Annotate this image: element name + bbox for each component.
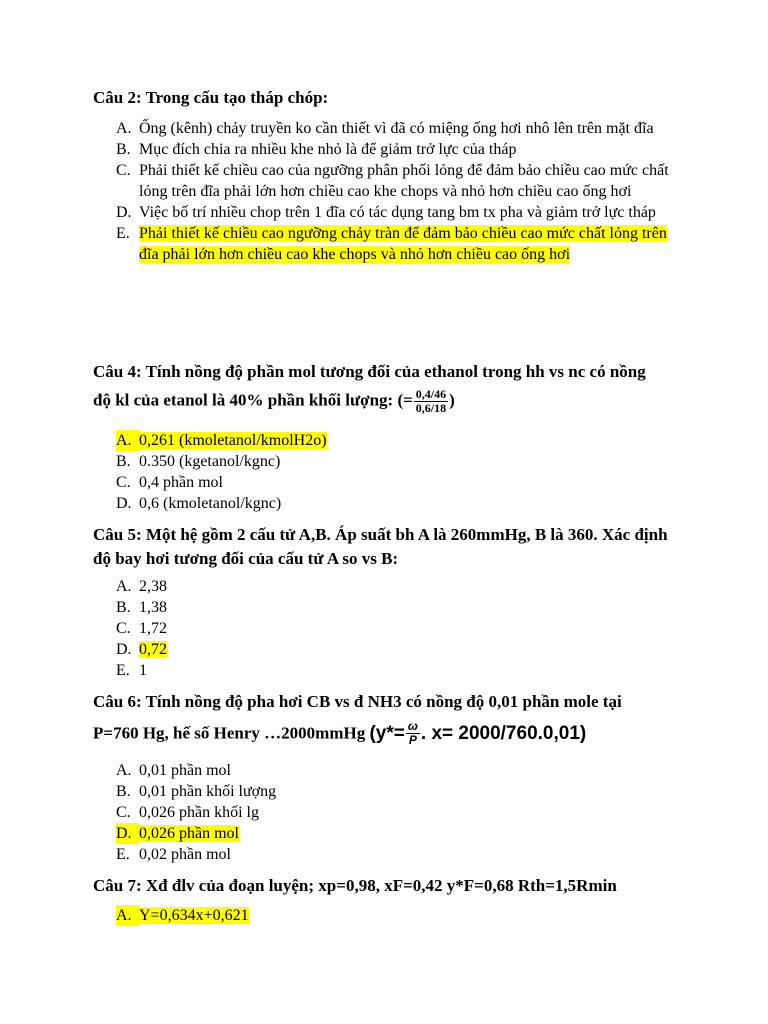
option-text: 0.350 (kgetanol/kgnc) [139,453,281,470]
option-item [116,802,684,823]
formula [369,719,587,747]
option-item [116,493,684,514]
option-text: Ống (kênh) chảy truyền ko cần thiết vì đã có miệng ống hơi nhô lên trên mặt đĩa [139,120,654,137]
option-item [116,576,684,597]
formula-end: . x= 2000/760.0,01) [420,722,587,744]
option-label: C. [116,620,131,637]
option-label: A. [116,430,139,451]
option-text: Mục đích chia ra nhiều khe nhỏ là để giảm trở lực của tháp [139,141,517,158]
option-text: Việc bố trí nhiều chop trên 1 đĩa có tác dụng tang bm tx pha và giảm trở lực tháp [139,204,656,221]
option-item-highlighted [116,223,684,265]
question-4-title [93,360,679,415]
option-text: 1 [139,662,147,679]
highlighted-answer: Phải thiết kế chiều cao ngưỡng chảy tràn để đảm bảo chiều cao mức chất lỏng trên đĩa phải lớn hơn chiều cao khe chops và nhỏ hơn chiều cao ống hơi [139,225,667,263]
question-5-title: Câu 5: Một hệ gồm 2 cấu tử A,B. Áp suất bh A là 260mmHg, B là 360. Xác định độ bay hơi tương đối của cấu tử A so vs B: [93,525,668,568]
option-label: D. [116,495,132,512]
option-label: D. [116,641,132,658]
option-item [116,451,684,472]
option-text: 1,38 [139,599,167,616]
option-item [116,160,684,202]
question-6-line2 [93,720,679,747]
option-item [116,618,684,639]
option-label: D. [116,823,139,844]
option-text: 0,4 phần mol [139,474,223,491]
option-item [116,472,684,493]
option-item [116,139,684,160]
highlighted-answer: Y=0,634x+0,621 [139,907,249,924]
close-paren: ) [449,390,455,410]
highlighted-answer: 0,026 phần mol [139,825,239,842]
option-text: 1,72 [139,620,167,637]
question-6-title [93,690,679,747]
option-label: B. [116,141,131,158]
question-6-line1: Câu 6: Tính nồng độ pha hơi CB vs đ NH3 có nồng độ 0,01 phần mole tại [93,692,622,711]
option-text: 0,026 phần khối lg [139,804,259,821]
option-item-highlighted [116,430,684,451]
option-label: A. [116,905,139,926]
fraction-denominator: 0,6/18 [415,401,447,415]
fraction-numerator: 0,4/46 [415,387,447,401]
option-item [116,597,684,618]
question-6-options [116,760,684,865]
option-item-highlighted [116,905,684,926]
question-4-line2 [93,388,679,415]
option-label: A. [116,762,132,779]
highlighted-answer: 0,72 [139,641,167,658]
option-label: B. [116,453,131,470]
fraction [414,388,448,415]
question-4-line1: Câu 4: Tính nồng độ phần mol tương đối của ethanol trong hh vs nc có nồng [93,362,646,381]
fraction [406,720,420,747]
option-text [139,223,684,265]
option-label: A. [116,120,132,137]
question-2-options [116,118,684,265]
option-text: 2,38 [139,578,167,595]
option-item-highlighted [116,639,684,660]
option-label: B. [116,599,131,616]
option-item-highlighted [116,823,684,844]
option-label: C. [116,162,131,179]
option-item [116,202,684,223]
question-4-text: độ kl của etanol là 40% phần khối lượng: (= [93,390,413,410]
option-text: 0,01 phần khối lượng [139,783,277,800]
question-6-text: P=760 Hg, hế số Henry …2000mmHg [93,723,366,743]
option-label: E. [116,225,130,242]
highlighted-answer: 0,261 (kmoletanol/kmolH2o) [139,432,327,449]
question-5-options [116,576,684,681]
question-7-title: Câu 7: Xđ đlv của đoạn luyện; xp=0,98, xF=0,42 y*F=0,68 Rth=1,5Rmin [93,876,617,895]
option-label: A. [116,578,132,595]
fraction-denominator: P [408,733,417,747]
question-4-options [116,430,684,514]
question-7-options [116,905,684,926]
option-label: D. [116,204,132,221]
fraction-numerator: ω [407,719,418,733]
formula-start: (y*= [369,722,405,744]
option-item [116,660,684,681]
option-item [116,760,684,781]
option-text: Phải thiết kế chiều cao của ngưỡng phân phối lỏng để đảm bảo chiều cao mức chất lỏng trên đĩa phải lớn hơn chiều cao khe chops và nhỏ hơn chiều cao ống hơi [139,162,669,200]
option-item [116,781,684,802]
option-text: 0,02 phần mol [139,846,231,863]
option-text: 0,6 (kmoletanol/kgnc) [139,495,282,512]
option-item [116,844,684,865]
option-label: E. [116,662,130,679]
option-item [116,118,684,139]
option-label: B. [116,783,131,800]
option-label: C. [116,804,131,821]
option-text: 0,01 phần mol [139,762,231,779]
option-label: C. [116,474,131,491]
question-2-title: Câu 2: Trong cấu tạo tháp chóp: [93,88,329,107]
option-label: E. [116,846,130,863]
